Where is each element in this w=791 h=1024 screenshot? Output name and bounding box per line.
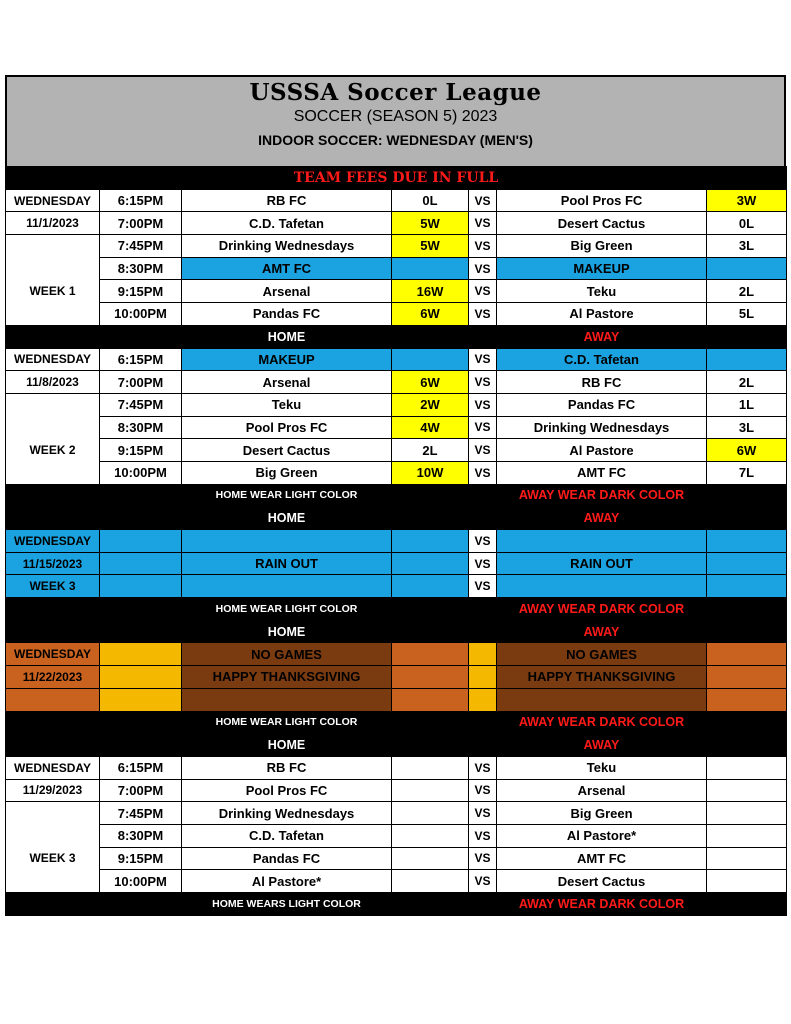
table-row (6, 257, 787, 280)
away-team: MAKEUP (497, 257, 707, 280)
table-row (6, 393, 787, 416)
vs-label: VS (469, 847, 497, 870)
away-label: AWAY (497, 325, 707, 348)
table-row (6, 666, 787, 689)
home-team: Drinking Wednesdays (182, 802, 392, 825)
vs-label: VS (469, 257, 497, 280)
away-team: C.D. Tafetan (497, 348, 707, 371)
away-score: 5L (707, 303, 787, 326)
table-row (6, 847, 787, 870)
thanksgiving-label: HAPPY THANKSGIVING (497, 666, 707, 689)
home-team: Pool Pros FC (182, 779, 392, 802)
home-score: 0L (392, 189, 469, 212)
table-row (6, 643, 787, 666)
date-label: 11/15/2023 (6, 552, 100, 575)
vs-label: VS (469, 235, 497, 258)
home-score: 2L (392, 439, 469, 462)
vs-label: VS (469, 461, 497, 484)
home-label: HOME (182, 325, 392, 348)
home-wear-label: HOME WEAR LIGHT COLOR (182, 484, 392, 507)
schedule-sheet (5, 75, 786, 916)
table-row (6, 552, 787, 575)
home-score (392, 257, 469, 280)
vs-label: VS (469, 348, 497, 371)
away-team: Big Green (497, 235, 707, 258)
game-time: 7:00PM (100, 212, 182, 235)
away-score: 6W (707, 439, 787, 462)
blank-cell (6, 235, 100, 258)
game-time: 7:45PM (100, 393, 182, 416)
day-label: WEDNESDAY (6, 189, 100, 212)
vs-label: VS (469, 212, 497, 235)
table-row (6, 280, 787, 303)
home-team: Drinking Wednesdays (182, 235, 392, 258)
table-row (6, 416, 787, 439)
home-wear-label: HOME WEAR LIGHT COLOR (182, 711, 392, 734)
table-row (6, 348, 787, 371)
home-label: HOME (182, 734, 392, 757)
uniform-bar (6, 711, 787, 734)
blank-cell (6, 393, 100, 416)
vs-label: VS (469, 280, 497, 303)
away-team: Teku (497, 280, 707, 303)
vs-label: VS (469, 870, 497, 893)
vs-label: VS (469, 575, 497, 598)
home-away-bar (6, 734, 787, 757)
game-time: 10:00PM (100, 303, 182, 326)
away-wear-label: AWAY WEAR DARK COLOR (497, 893, 707, 916)
vs-label: VS (469, 779, 497, 802)
vs-label: VS (469, 371, 497, 394)
game-time: 9:15PM (100, 847, 182, 870)
game-time: 10:00PM (100, 461, 182, 484)
away-team: Desert Cactus (497, 212, 707, 235)
no-games-label: NO GAMES (497, 643, 707, 666)
away-score: 7L (707, 461, 787, 484)
home-team: Teku (182, 393, 392, 416)
home-score: 5W (392, 235, 469, 258)
away-score: 0L (707, 212, 787, 235)
away-team: Teku (497, 756, 707, 779)
day-label: WEDNESDAY (6, 643, 100, 666)
uniform-bar (6, 598, 787, 621)
home-team: Pool Pros FC (182, 416, 392, 439)
week-label: WEEK 2 (6, 439, 100, 462)
away-label: AWAY (497, 734, 707, 757)
home-score: 6W (392, 371, 469, 394)
fees-banner: TEAM FEES DUE IN FULL (6, 167, 787, 190)
away-label: AWAY (497, 620, 707, 643)
table-row (6, 212, 787, 235)
game-time: 9:15PM (100, 439, 182, 462)
away-team: Al Pastore* (497, 824, 707, 847)
game-time: 9:15PM (100, 280, 182, 303)
date-label: 11/1/2023 (6, 212, 100, 235)
game-time: 6:15PM (100, 189, 182, 212)
table-row (6, 756, 787, 779)
away-label: AWAY (497, 507, 707, 530)
vs-label: VS (469, 552, 497, 575)
blank-cell (6, 416, 100, 439)
home-team: AMT FC (182, 257, 392, 280)
home-score: 5W (392, 212, 469, 235)
home-score: 16W (392, 280, 469, 303)
vs-label: VS (469, 802, 497, 825)
table-row (6, 870, 787, 893)
home-team: C.D. Tafetan (182, 212, 392, 235)
home-label: HOME (182, 620, 392, 643)
home-away-bar (6, 507, 787, 530)
away-score: 2L (707, 371, 787, 394)
game-time: 10:00PM (100, 870, 182, 893)
season-title: SOCCER (SEASON 5) 2023 (293, 108, 498, 125)
home-score: 2W (392, 393, 469, 416)
table-row (6, 303, 787, 326)
away-score: 2L (707, 280, 787, 303)
division-title: INDOOR SOCCER: WEDNESDAY (MEN'S) (258, 132, 533, 148)
vs-label: VS (469, 189, 497, 212)
day-label: WEDNESDAY (6, 530, 100, 553)
away-team: Arsenal (497, 779, 707, 802)
no-games-label: NO GAMES (182, 643, 392, 666)
away-score: 3W (707, 189, 787, 212)
home-team: Desert Cactus (182, 439, 392, 462)
away-wear-label: AWAY WEAR DARK COLOR (497, 711, 707, 734)
vs-label: VS (469, 303, 497, 326)
home-wear-label: HOME WEAR LIGHT COLOR (182, 598, 392, 621)
date-label: 11/22/2023 (6, 666, 100, 689)
away-team: Al Pastore (497, 303, 707, 326)
home-label: HOME (182, 507, 392, 530)
home-score: 6W (392, 303, 469, 326)
home-team: Al Pastore* (182, 870, 392, 893)
away-score: 3L (707, 416, 787, 439)
away-wear-label: AWAY WEAR DARK COLOR (497, 484, 707, 507)
home-score (392, 348, 469, 371)
game-time: 7:00PM (100, 371, 182, 394)
away-score: 1L (707, 393, 787, 416)
week-label: WEEK 3 (6, 847, 100, 870)
vs-label: VS (469, 439, 497, 462)
home-away-bar (6, 620, 787, 643)
home-team: Pandas FC (182, 847, 392, 870)
blank-cell (6, 257, 100, 280)
table-row (6, 802, 787, 825)
vs-label: VS (469, 416, 497, 439)
away-score (707, 348, 787, 371)
home-team: C.D. Tafetan (182, 824, 392, 847)
date-label: 11/29/2023 (6, 779, 100, 802)
day-label: WEDNESDAY (6, 348, 100, 371)
vs-label: VS (469, 393, 497, 416)
away-score: 3L (707, 235, 787, 258)
game-time: 6:15PM (100, 756, 182, 779)
game-time: 6:15PM (100, 348, 182, 371)
away-score (707, 257, 787, 280)
game-time: 7:00PM (100, 779, 182, 802)
away-team: AMT FC (497, 461, 707, 484)
home-team: Big Green (182, 461, 392, 484)
away-wear-label: AWAY WEAR DARK COLOR (497, 598, 707, 621)
vs-label: VS (469, 824, 497, 847)
week-label: WEEK 3 (6, 575, 100, 598)
away-team: Pool Pros FC (497, 189, 707, 212)
game-time: 7:45PM (100, 802, 182, 825)
day-label: WEDNESDAY (6, 756, 100, 779)
game-time: 8:30PM (100, 824, 182, 847)
table-row (6, 530, 787, 553)
fees-banner-row (6, 167, 787, 190)
league-title: USSSA Soccer League (249, 79, 542, 106)
home-team: Arsenal (182, 280, 392, 303)
schedule-table (5, 166, 787, 916)
home-team: RB FC (182, 189, 392, 212)
table-row (6, 688, 787, 711)
table-row (6, 824, 787, 847)
table-row (6, 439, 787, 462)
away-team: AMT FC (497, 847, 707, 870)
table-row (6, 779, 787, 802)
home-team: Pandas FC (182, 303, 392, 326)
home-team: Arsenal (182, 371, 392, 394)
away-team: Pandas FC (497, 393, 707, 416)
away-team: Desert Cactus (497, 870, 707, 893)
table-row (6, 189, 787, 212)
away-team: Al Pastore (497, 439, 707, 462)
uniform-bar (6, 484, 787, 507)
home-team: RB FC (182, 756, 392, 779)
home-away-bar (6, 325, 787, 348)
home-team: RAIN OUT (182, 552, 392, 575)
home-team: MAKEUP (182, 348, 392, 371)
vs-label: VS (469, 756, 497, 779)
vs-label: VS (469, 530, 497, 553)
table-row (6, 461, 787, 484)
header (5, 75, 786, 166)
home-score: 4W (392, 416, 469, 439)
away-team: RAIN OUT (497, 552, 707, 575)
table-row (6, 575, 787, 598)
blank-cell (6, 461, 100, 484)
blank-cell (6, 303, 100, 326)
game-time: 7:45PM (100, 235, 182, 258)
home-score: 10W (392, 461, 469, 484)
game-time: 8:30PM (100, 257, 182, 280)
away-team: Big Green (497, 802, 707, 825)
away-team: RB FC (497, 371, 707, 394)
table-row (6, 235, 787, 258)
home-wears-label: HOME WEARS LIGHT COLOR (182, 893, 392, 916)
away-team: Drinking Wednesdays (497, 416, 707, 439)
uniform-bar (6, 893, 787, 916)
week-label: WEEK 1 (6, 280, 100, 303)
game-time: 8:30PM (100, 416, 182, 439)
thanksgiving-label: HAPPY THANKSGIVING (182, 666, 392, 689)
date-label: 11/8/2023 (6, 371, 100, 394)
table-row (6, 371, 787, 394)
